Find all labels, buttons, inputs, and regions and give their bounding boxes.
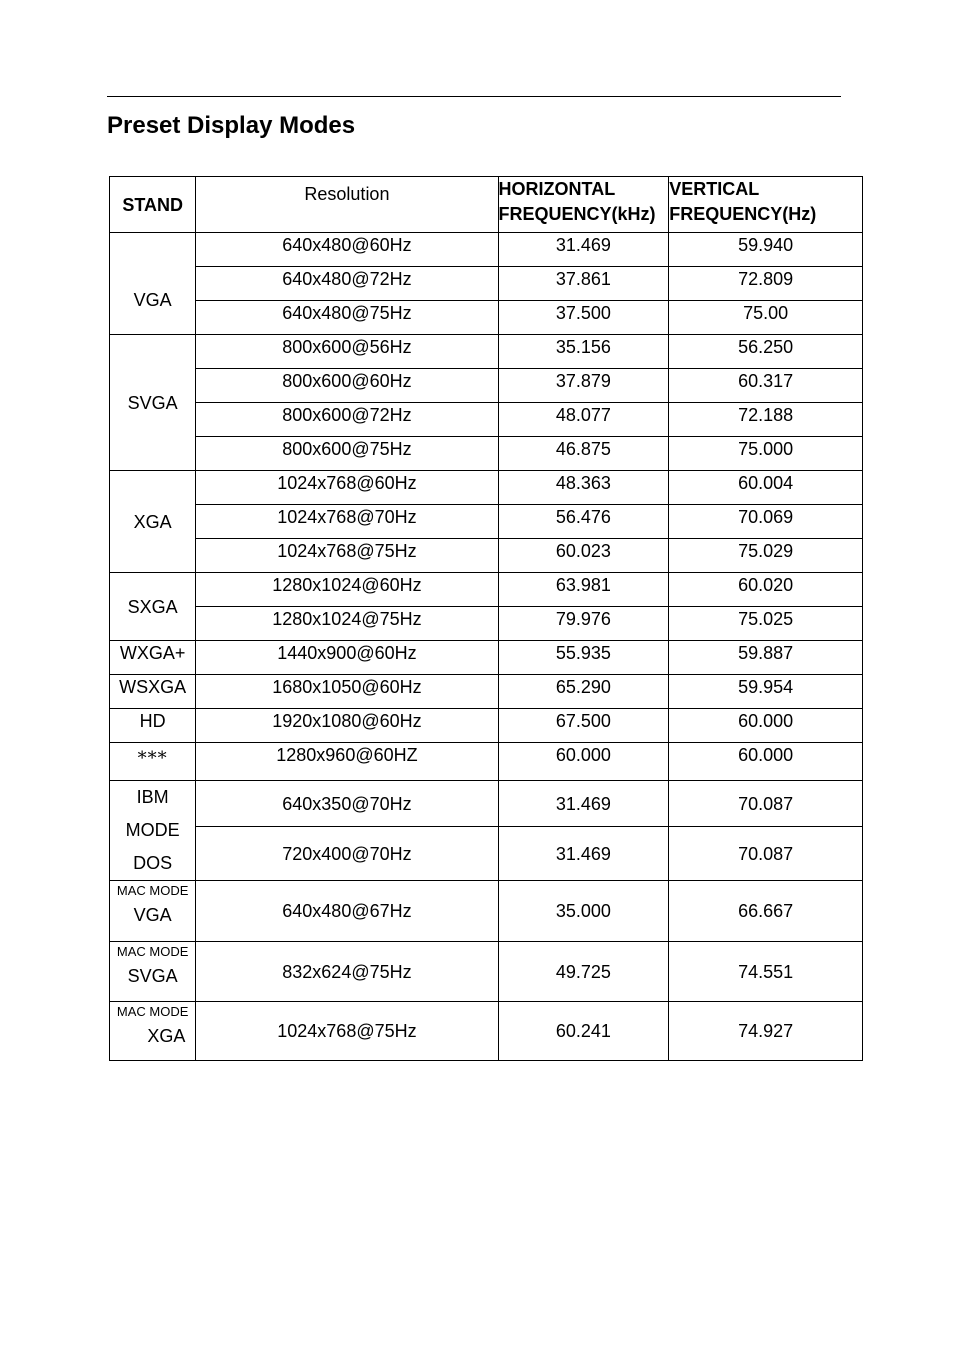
table-row <box>110 471 863 505</box>
stand-xga: XGA <box>110 471 196 573</box>
mac-mode-label: MAC MODE <box>116 944 189 959</box>
table-row <box>110 539 863 573</box>
horizontal-frequency-cell: 35.000 <box>498 881 669 942</box>
stand-wxga-plus: WXGA+ <box>110 641 196 675</box>
table-row <box>110 403 863 437</box>
preset-modes-table <box>109 176 863 1061</box>
header-horizontal-frequency <box>498 177 669 233</box>
header-horizontal-line2: FREQUENCY(kHz) <box>498 204 656 224</box>
table-row <box>110 1002 863 1061</box>
vertical-frequency-cell: 59.940 <box>669 233 863 267</box>
page-title: Preset Display Modes <box>107 112 356 139</box>
vertical-frequency-cell: 60.000 <box>669 743 863 781</box>
vertical-frequency-cell: 70.087 <box>669 781 863 827</box>
resolution-cell: 1280x960@60HZ <box>196 743 498 781</box>
vertical-frequency-cell: 75.025 <box>669 607 863 641</box>
vertical-frequency-cell: 56.250 <box>669 335 863 369</box>
table-row <box>110 437 863 471</box>
table-row <box>110 641 863 675</box>
header-horizontal-line1: HORIZONTAL <box>498 179 616 199</box>
header-resolution: Resolution <box>196 177 498 233</box>
stand-svga: SVGA <box>110 335 196 471</box>
stand-wsxga: WSXGA <box>110 675 196 709</box>
vertical-frequency-cell: 75.000 <box>669 437 863 471</box>
resolution-cell: 800x600@72Hz <box>196 403 498 437</box>
vertical-frequency-cell: 60.004 <box>669 471 863 505</box>
stand-mac-vga <box>110 881 196 942</box>
vertical-frequency-cell: 60.020 <box>669 573 863 607</box>
resolution-cell: 1024x768@75Hz <box>196 1002 498 1061</box>
horizontal-frequency-cell: 46.875 <box>498 437 669 471</box>
stand-stars: *** <box>137 748 168 769</box>
mac-mode-label: MAC MODE <box>116 1004 189 1019</box>
resolution-cell: 1920x1080@60Hz <box>196 709 498 743</box>
horizontal-frequency-cell: 31.469 <box>498 827 669 881</box>
stand-hd: HD <box>110 709 196 743</box>
table-header-row <box>110 177 863 233</box>
mac-mode-label: MAC MODE <box>116 883 189 898</box>
mac-stand-svga: SVGA <box>127 966 178 986</box>
resolution-cell: 1024x768@70Hz <box>196 505 498 539</box>
header-rule <box>107 96 841 97</box>
horizontal-frequency-cell: 55.935 <box>498 641 669 675</box>
table-row <box>110 335 863 369</box>
table-row <box>110 369 863 403</box>
header-vertical-frequency <box>669 177 863 233</box>
horizontal-frequency-cell: 63.981 <box>498 573 669 607</box>
table-row <box>110 881 863 942</box>
horizontal-frequency-cell: 60.241 <box>498 1002 669 1061</box>
table-row <box>110 607 863 641</box>
table-row <box>110 505 863 539</box>
stand-mac-xga <box>110 1002 196 1061</box>
horizontal-frequency-cell: 48.363 <box>498 471 669 505</box>
stand-vga: VGA <box>110 233 196 335</box>
stand-mac-svga <box>110 942 196 1002</box>
stand-unspecified <box>110 743 196 781</box>
table-row <box>110 573 863 607</box>
resolution-cell: 800x600@56Hz <box>196 335 498 369</box>
vertical-frequency-cell: 66.667 <box>669 881 863 942</box>
resolution-cell: 640x480@75Hz <box>196 301 498 335</box>
resolution-cell: 1280x1024@60Hz <box>196 573 498 607</box>
horizontal-frequency-cell: 56.476 <box>498 505 669 539</box>
resolution-cell: 832x624@75Hz <box>196 942 498 1002</box>
header-stand: STAND <box>110 177 196 233</box>
horizontal-frequency-cell: 37.879 <box>498 369 669 403</box>
horizontal-frequency-cell: 48.077 <box>498 403 669 437</box>
stand-sxga: SXGA <box>110 573 196 641</box>
resolution-cell: 1680x1050@60Hz <box>196 675 498 709</box>
vertical-frequency-cell: 70.069 <box>669 505 863 539</box>
horizontal-frequency-cell: 37.500 <box>498 301 669 335</box>
horizontal-frequency-cell: 60.000 <box>498 743 669 781</box>
resolution-cell: 1280x1024@75Hz <box>196 607 498 641</box>
vertical-frequency-cell: 75.029 <box>669 539 863 573</box>
vertical-frequency-cell: 72.809 <box>669 267 863 301</box>
vertical-frequency-cell: 72.188 <box>669 403 863 437</box>
resolution-cell: 1024x768@75Hz <box>196 539 498 573</box>
vertical-frequency-cell: 74.927 <box>669 1002 863 1061</box>
table-row <box>110 267 863 301</box>
table-row <box>110 827 863 881</box>
resolution-cell: 640x480@72Hz <box>196 267 498 301</box>
stand-ibm-line1: IBM <box>136 787 169 807</box>
stand-ibm-line3: DOS <box>133 853 173 873</box>
mac-stand-xga: XGA <box>147 1026 186 1046</box>
vertical-frequency-cell: 70.087 <box>669 827 863 881</box>
table-row <box>110 233 863 267</box>
header-vertical-line2: FREQUENCY(Hz) <box>669 204 817 224</box>
horizontal-frequency-cell: 31.469 <box>498 781 669 827</box>
horizontal-frequency-cell: 49.725 <box>498 942 669 1002</box>
mac-stand-vga: VGA <box>133 905 172 925</box>
stand-ibm-line2: MODE <box>125 820 180 840</box>
header-vertical-line1: VERTICAL <box>669 179 760 199</box>
horizontal-frequency-cell: 79.976 <box>498 607 669 641</box>
vertical-frequency-cell: 59.954 <box>669 675 863 709</box>
table-row <box>110 675 863 709</box>
vertical-frequency-cell: 74.551 <box>669 942 863 1002</box>
resolution-cell: 800x600@60Hz <box>196 369 498 403</box>
resolution-cell: 640x480@60Hz <box>196 233 498 267</box>
vertical-frequency-cell: 75.00 <box>669 301 863 335</box>
resolution-cell: 1440x900@60Hz <box>196 641 498 675</box>
table-row <box>110 301 863 335</box>
vertical-frequency-cell: 59.887 <box>669 641 863 675</box>
horizontal-frequency-cell: 37.861 <box>498 267 669 301</box>
horizontal-frequency-cell: 60.023 <box>498 539 669 573</box>
table-row <box>110 709 863 743</box>
resolution-cell: 720x400@70Hz <box>196 827 498 881</box>
vertical-frequency-cell: 60.317 <box>669 369 863 403</box>
stand-ibm-mode-dos <box>110 781 196 881</box>
horizontal-frequency-cell: 35.156 <box>498 335 669 369</box>
horizontal-frequency-cell: 65.290 <box>498 675 669 709</box>
horizontal-frequency-cell: 31.469 <box>498 233 669 267</box>
table-row <box>110 781 863 827</box>
vertical-frequency-cell: 60.000 <box>669 709 863 743</box>
horizontal-frequency-cell: 67.500 <box>498 709 669 743</box>
resolution-cell: 1024x768@60Hz <box>196 471 498 505</box>
resolution-cell: 640x480@67Hz <box>196 881 498 942</box>
table-row <box>110 942 863 1002</box>
table-row <box>110 743 863 781</box>
resolution-cell: 800x600@75Hz <box>196 437 498 471</box>
resolution-cell: 640x350@70Hz <box>196 781 498 827</box>
